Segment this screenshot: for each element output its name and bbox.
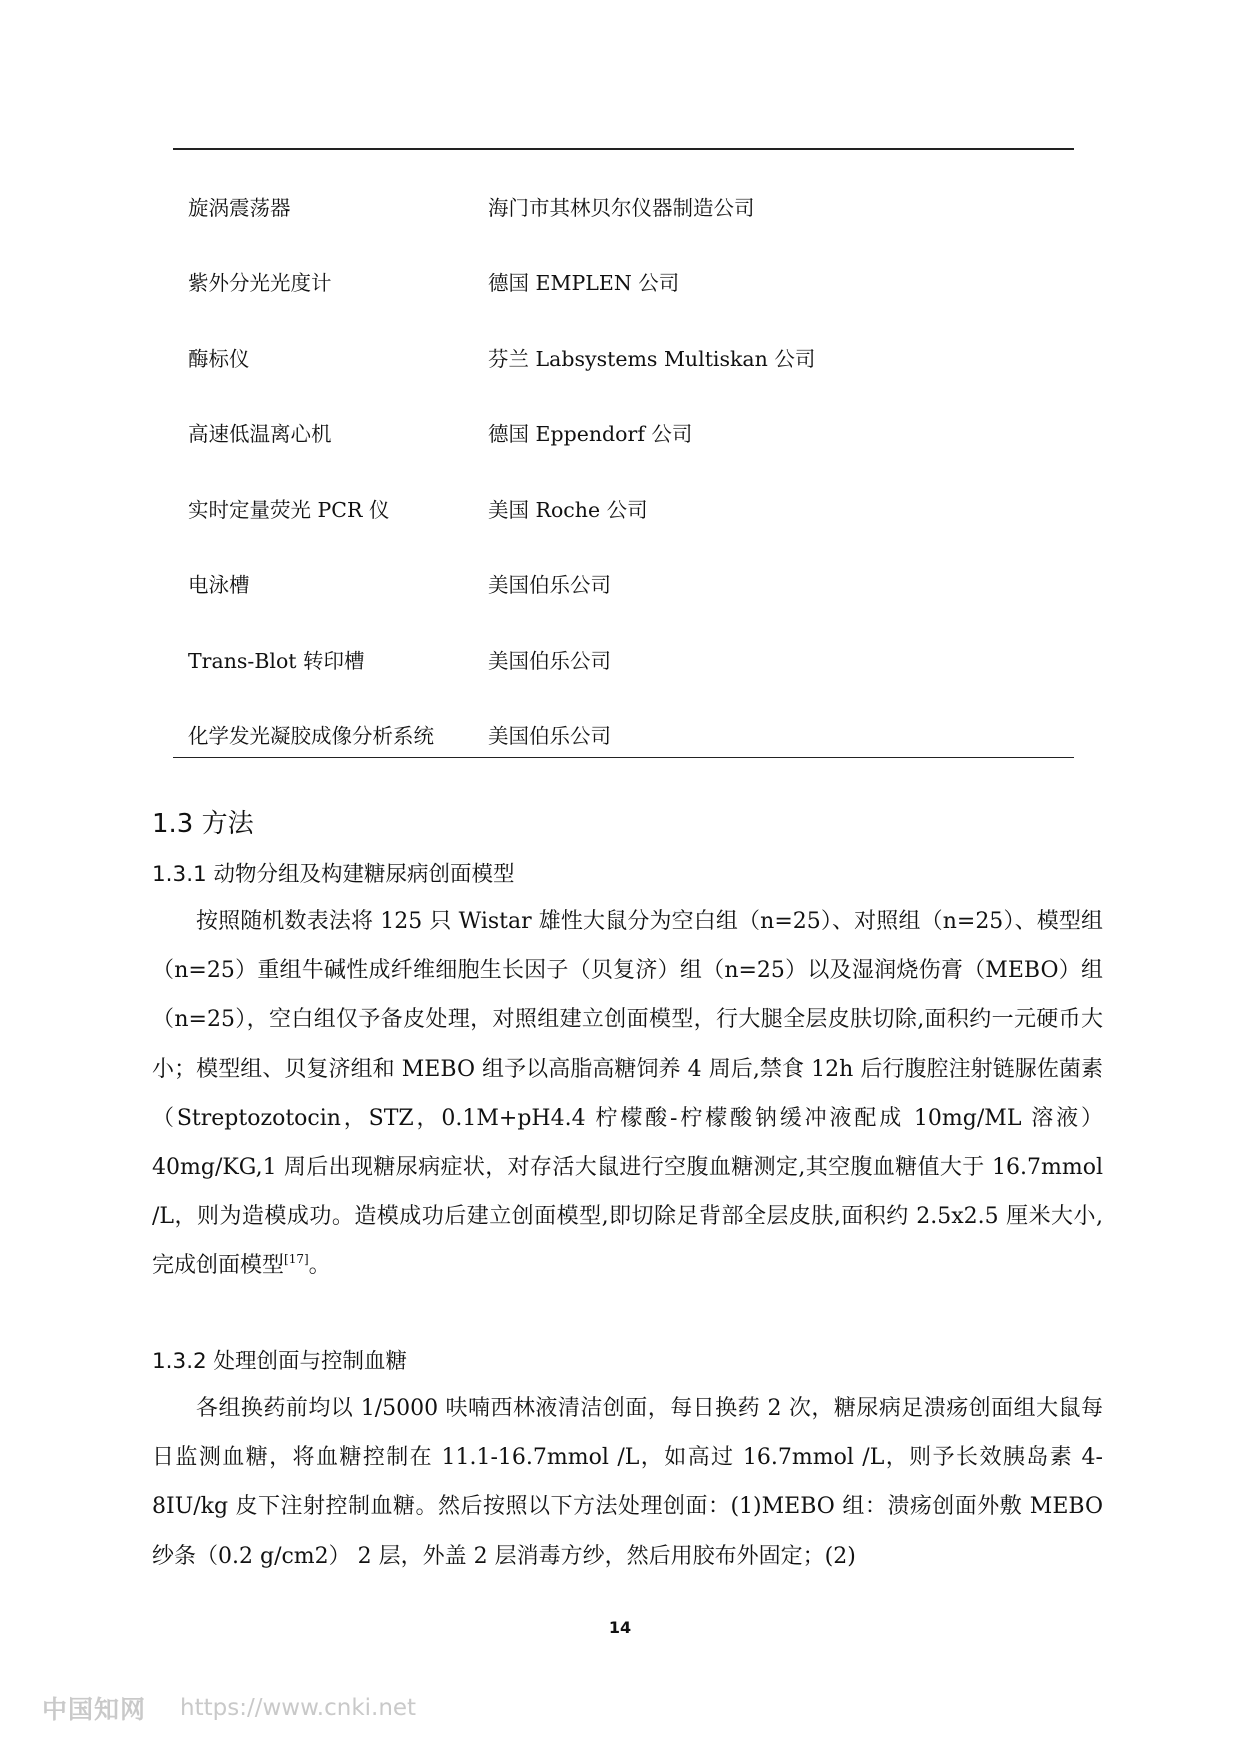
- body-paragraph: [152, 897, 1103, 1291]
- table-row: [0, 419, 1240, 449]
- equipment-name: 高速低温离心机: [188, 422, 332, 446]
- paragraph-end: 。: [308, 1253, 331, 1279]
- equipment-name: 电泳槽: [188, 573, 250, 597]
- paragraph-text: 按照随机数表法将 125 只 Wistar 雄性大鼠分为空白组（n=25）、对照组（n=25）、模型组（n=25）重组牛碱性成纤维细胞生长因子（贝复济）组（n=25）以及湿润烧伤膏（MEBO）组（n=25），空白组仅予备皮处理，对照组建立创面模型，行大腿全层皮肤切除,面积约一元硬币大小；模型组、贝复济组和 MEBO 组予以高脂高糖饲养 4 周后,禁食 12h 后行腹腔注射链脲佐菌素（Streptozotocin，STZ，0.1M+pH4.4 柠檬酸-柠檬酸钠缓冲液配成 10mg/ML 溶液）40mg/KG,1 周后出现糖尿病症状，对存活大鼠进行空腹血糖测定,其空腹血糖值大于 16.7mmol /L，则为造模成功。造模成功后建立创面模型,即切除足背部全层皮肤,面积约 2.5x2.5 厘米大小,完成创面模型: [152, 909, 1103, 1279]
- equipment-name: 化学发光凝胶成像分析系统: [188, 724, 434, 748]
- equipment-maker: 海门市其林贝尔仪器制造公司: [488, 196, 755, 220]
- equipment-maker: 德国 Eppendorf 公司: [488, 422, 693, 446]
- equipment-name: 旋涡震荡器: [188, 196, 291, 220]
- table-row: [0, 646, 1240, 676]
- subsection-heading: 1.3.2 处理创面与控制血糖: [152, 1349, 408, 1374]
- citation-ref: [17]: [284, 1252, 309, 1267]
- equipment-name: 酶标仪: [188, 347, 250, 371]
- equipment-name: Trans-Blot 转印槽: [188, 649, 365, 673]
- equipment-maker: 美国伯乐公司: [488, 724, 611, 748]
- equipment-maker: 美国伯乐公司: [488, 649, 611, 673]
- watermark-url: https://www.cnki.net: [180, 1695, 417, 1721]
- equipment-maker: 美国伯乐公司: [488, 573, 611, 597]
- equipment-name: 实时定量荧光 PCR 仪: [188, 498, 390, 522]
- equipment-maker: 美国 Roche 公司: [488, 498, 648, 522]
- cnki-watermark: [42, 1691, 416, 1725]
- table-row: [0, 344, 1240, 374]
- section-heading: 1.3 方法: [152, 809, 254, 839]
- page-number: 14: [608, 1618, 632, 1637]
- subsection-heading: 1.3.1 动物分组及构建糖尿病创面模型: [152, 862, 515, 887]
- table-row: [0, 193, 1240, 223]
- body-paragraph: 各组换药前均以 1/5000 呋喃西林液清洁创面，每日换药 2 次，糖尿病足溃疡创面组大鼠每日监测血糖，将血糖控制在 11.1-16.7mmol /L，如高过 16.7mmol /L，则予长效胰岛素 4-8IU/kg 皮下注射控制血糖。然后按照以下方法处理创面：(1)MEBO 组：溃疡创面外敷 MEBO 纱条（0.2 g/cm2） 2 层，外盖 2 层消毒方纱，然后用胶布外固定；(2): [152, 1396, 1103, 1569]
- table-row: [0, 495, 1240, 525]
- table-row: [0, 721, 1240, 751]
- equipment-name: 紫外分光光度计: [188, 271, 332, 295]
- equipment-maker: 德国 EMPLEN 公司: [488, 271, 680, 295]
- table-top-rule: [173, 148, 1074, 150]
- table-row: [0, 268, 1240, 298]
- table-bottom-rule: [173, 757, 1074, 758]
- watermark-brand: 中国知网: [42, 1695, 147, 1724]
- table-row: [0, 570, 1240, 600]
- equipment-maker: 芬兰 Labsystems Multiskan 公司: [488, 347, 816, 371]
